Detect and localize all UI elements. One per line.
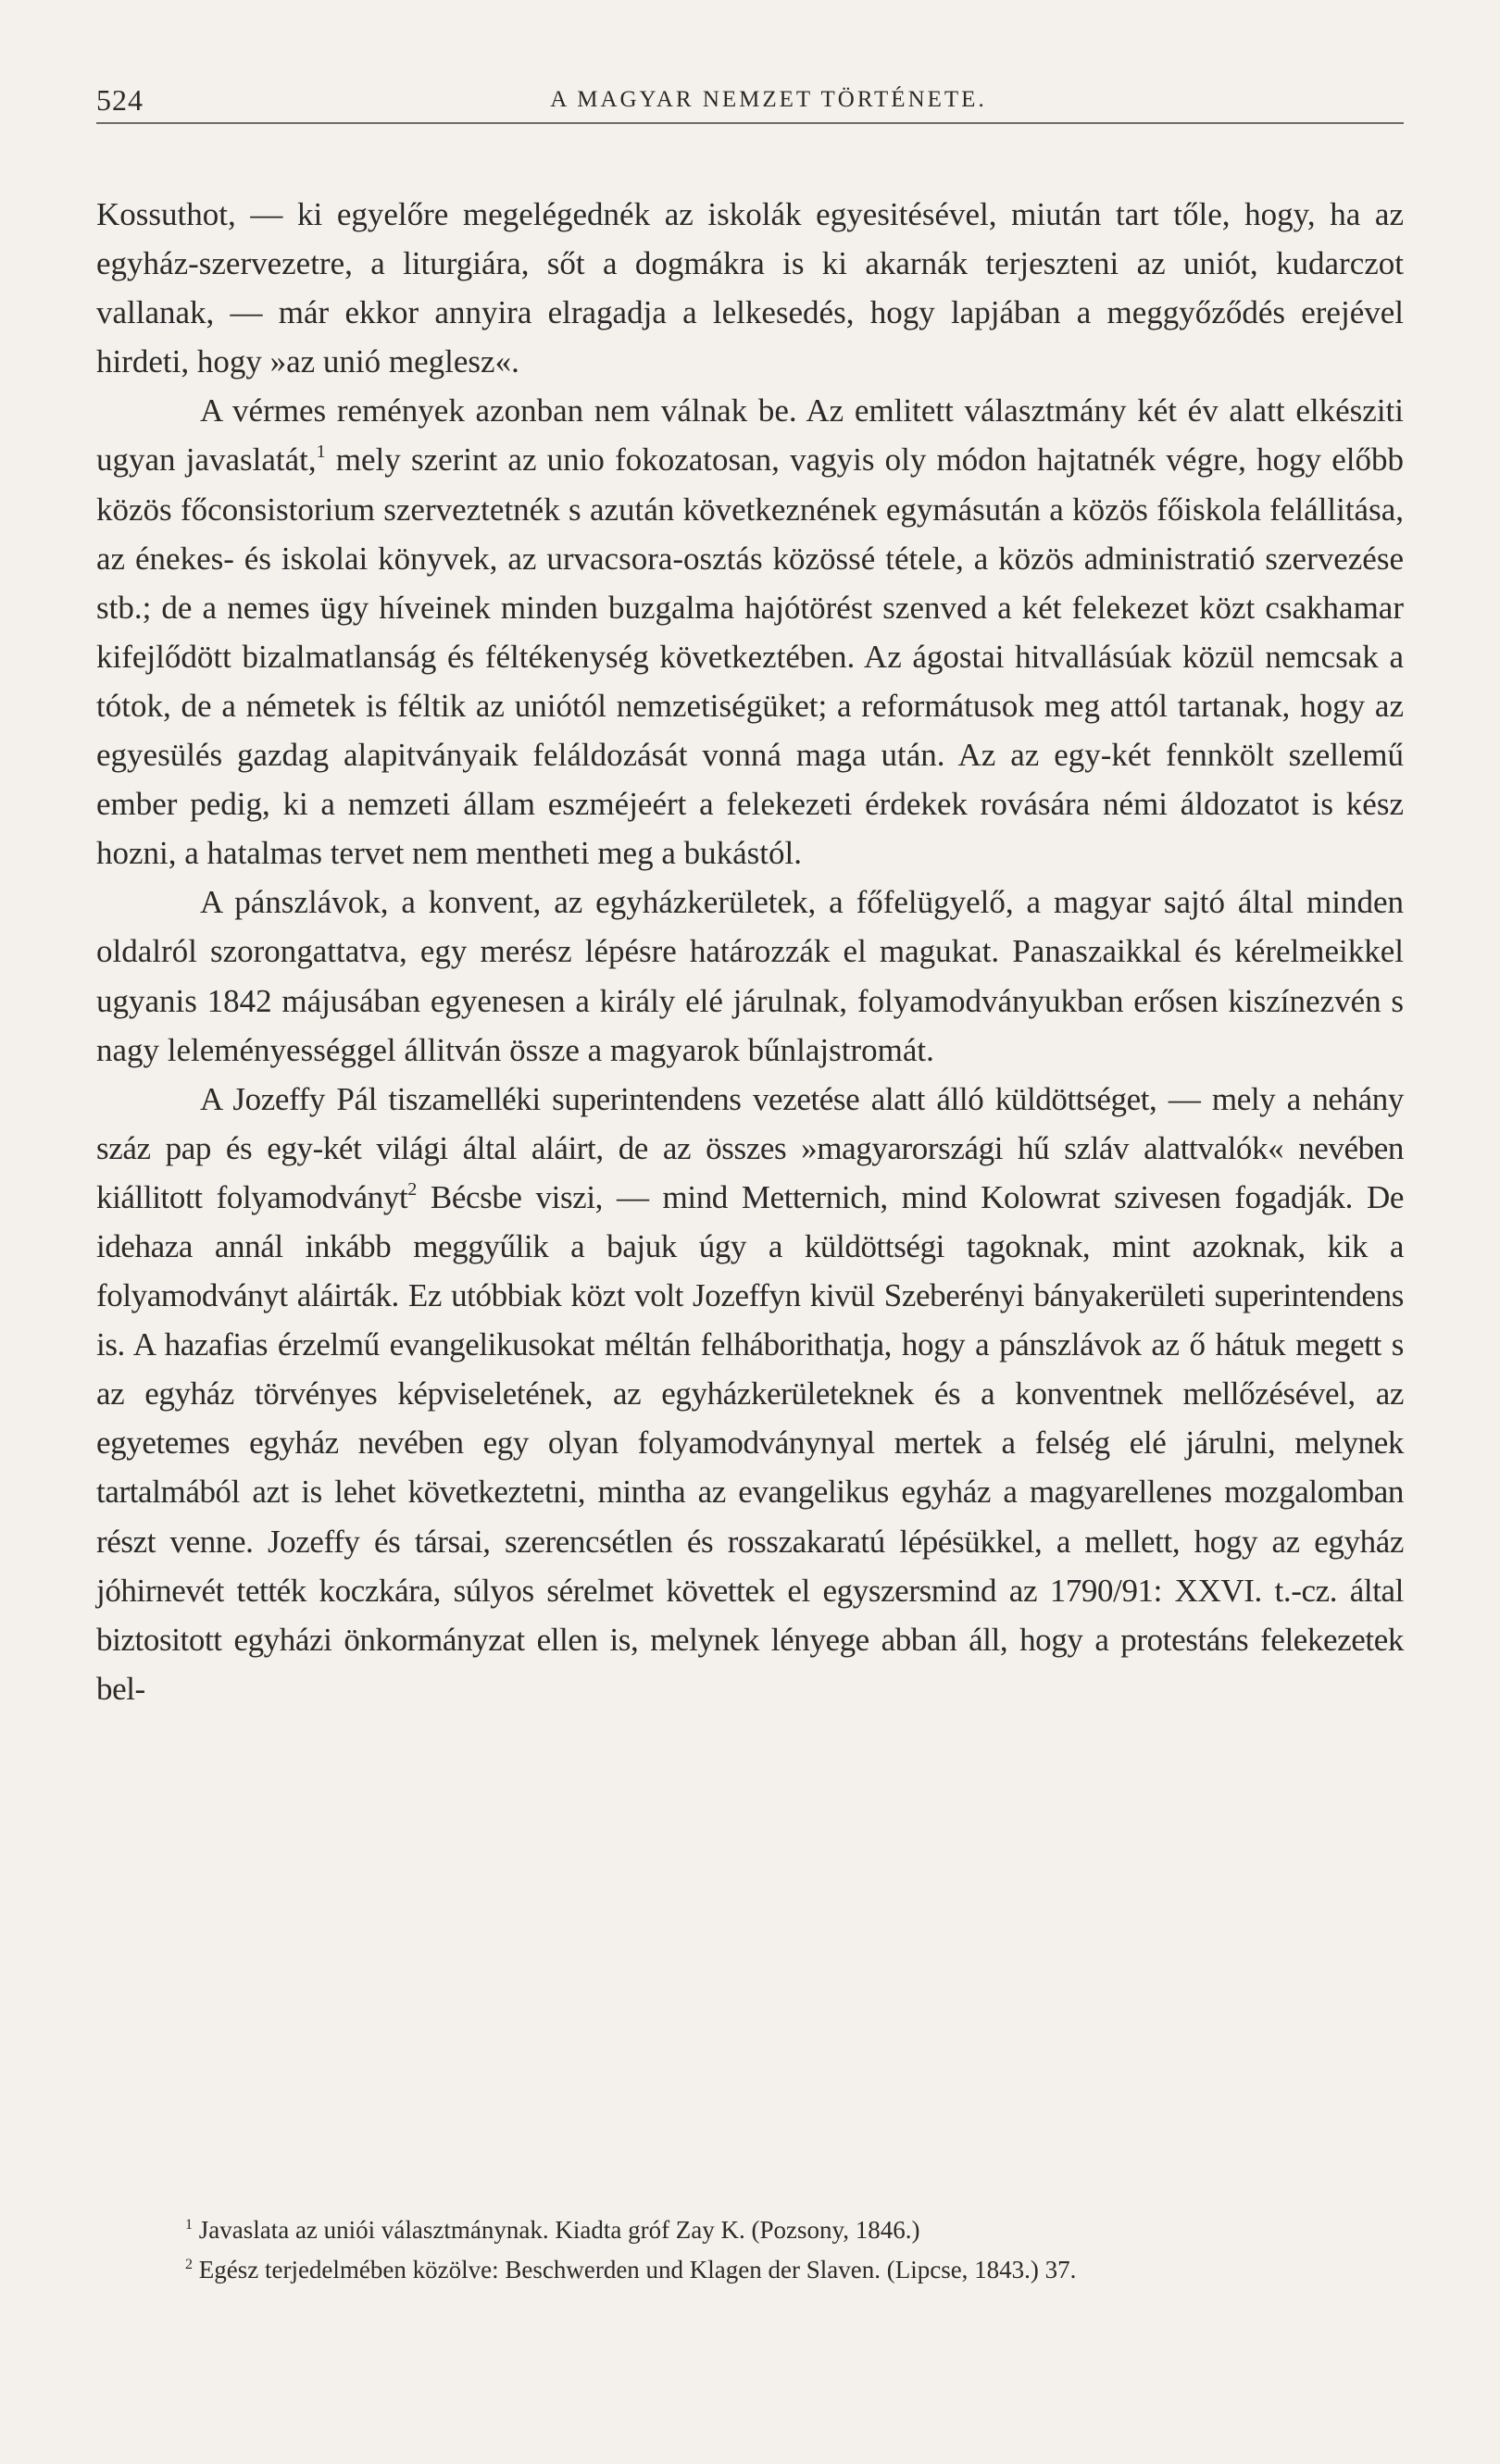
running-title: A MAGYAR NEMZET TÖRTÉNETE. [550,87,987,112]
paragraph-2-part-a: A vérmes remények azonban nem válnak be. Az emlitett választmány két év alatt elkésziti ugyan javaslatát, [96,392,1404,479]
footnote-ref-1[interactable]: 1 [316,442,326,463]
footnote-2-text: Egész terjedelmében közölve: Beschwerden und Klagen der Slaven. (Lipcse, 1843.) 37. [198,2256,1077,2284]
paragraph-2 [96,386,1404,877]
footnote-1 [96,2210,1404,2250]
footnote-2-mark: 2 [185,2257,193,2272]
running-head [96,81,1404,124]
paragraph-4-part-b: Bécsbe viszi, — mind Metternich, mind Kolowrat szivesen fogadják. De idehaza annál inkább meggyűlik a bajuk úgy a küldöttségi tagoknak, mint azoknak, kik a folyamodványt aláirták. Ez utóbbiak közt volt Jozeffyn kivül Szeberényi bányakerületi superintendens is. A hazafias érzelmű evangelikusokat méltán felháborithatja, hogy a pánszlávok az ő hátuk megett s az egyház törvényes képviseletének, az egyházkerületeknek és a konventnek mellőzésével, az egyetemes egyház nevében egy olyan folyamodványnyal mertek a felség elé járulni, melynek tartalmából azt is lehet következtetni, mintha az evangelikus egyház a magyarellenes mozgalomban részt venne. Jozeffy és társai, szerencsétlen és rosszakaratú lépésükkel, a mellett, hogy az egyház jóhirnevét tették koczkára, súlyos sérelmet követtek el egyszersmind az 1790/91: XXVI. t.-cz. által biztositott egyházi önkormányzat ellen is, melynek lényege abban áll, hogy a protestáns felekezetek bel- [96,1178,1405,1707]
page-number: 524 [96,83,144,117]
footnote-2 [96,2250,1404,2290]
paragraph-3: A pánszlávok, a konvent, az egyházkerületek, a főfelügyelő, a magyar sajtó által minden oldalról szorongattatva, egy merész lépésre határozzák el magukat. Panaszaikkal és kérelmeikkel ugyanis 1842 májusában egyenesen a király elé járulnak, folyamodványukban erősen kiszínezvén s nagy leleményességgel állitván össze a magyarok bűnlajstromát. [96,884,1404,1068]
paragraph-4-part-a: A Jozeffy Pál tiszamelléki superintendens vezetése alatt álló küldöttséget, — mely a nehány száz pap és egy-két világi által aláirt, de az összes »magyarországi hű szláv alattvalók« nevében kiállitott folyamodványt [96,1080,1404,1215]
paragraph-1: Kossuthot, — ki egyelőre megelégednék az iskolák egyesitésével, miután tart tőle, hogy, ha az egyház-szervezetre, a liturgiára, sőt a dogmákra is ki akarnák terjeszteni az uniót, kudarczot vallanak, — már ekkor annyira elragadja a lelkesedés, hogy lapjában a meggyőződés erejével hirdeti, hogy »az unió meglesz«. [96,196,1404,380]
footnotes [96,2210,1404,2290]
footnote-ref-2[interactable]: 2 [407,1178,417,1200]
paragraph-4 [96,1075,1404,1713]
footnote-1-text: Javaslata az uniói választmánynak. Kiadta gróf Zay K. (Pozsony, 1846.) [198,2216,920,2244]
paragraph-2-part-b: mely szerint az unio fokozatosan, vagyis oly módon hajtatnék végre, hogy előbb közös főconsistorium szerveztetnék s azután következnének egymásután a közös főiskola felállitása, az énekes- és iskolai könyvek, az urvacsora-osztás közössé tétele, a közös administratió szervezése stb.; de a nemes ügy híveinek minden buzgalma hajótörést szenved a két felekezet közt csakhamar kifejlődött bizalmatlanság és féltékenység következtében. Az ágostai hitvallásúak közül nemcsak a tótok, de a németek is féltik az uniótól nemzetiségüket; a reformátusok meg attól tartanak, hogy az egyesülés gazdag alapitványaik feláldozását vonná maga után. Az az egy-két fennkölt szellemű ember pedig, ki a nemzeti állam eszméjeért a felekezeti érdekek rovására némi áldozatot is kész hozni, a hatalmas tervet nem mentheti meg a bukástól. [96,442,1404,872]
footnote-1-mark: 1 [185,2217,193,2233]
body-text [96,190,1404,1713]
